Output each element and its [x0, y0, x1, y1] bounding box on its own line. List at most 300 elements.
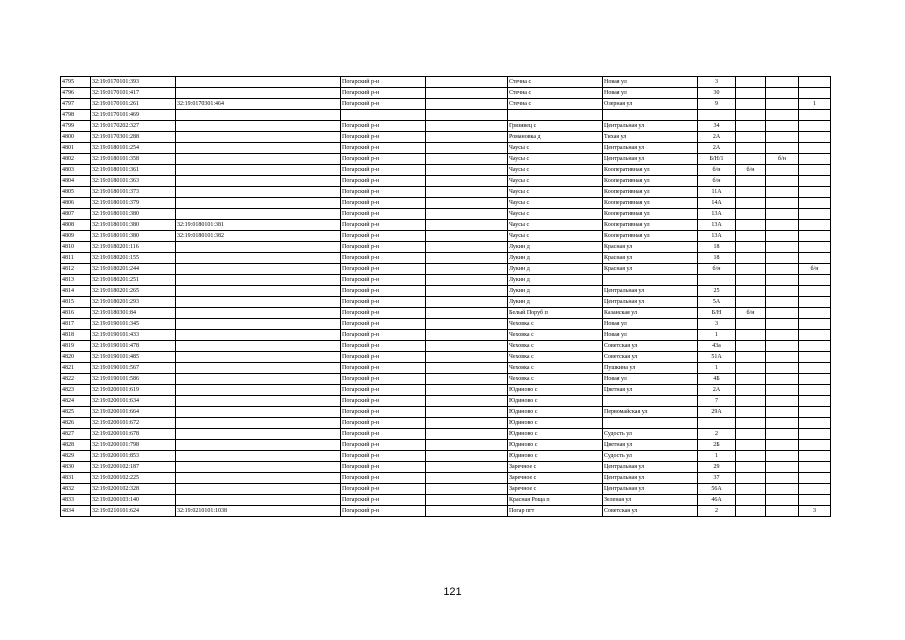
street-cell: Центральная ул: [603, 121, 698, 132]
locality-cell: Лукин д: [508, 264, 603, 275]
house-cell: 29А: [698, 407, 736, 418]
extra-1-cell: б/н: [736, 308, 766, 319]
parent-cadastral-number-cell: [176, 418, 341, 429]
column-e-cell: [426, 110, 508, 121]
house-cell: 14А: [698, 198, 736, 209]
district-cell: Погарский р-н: [341, 352, 426, 363]
district-cell: Погарский р-н: [341, 363, 426, 374]
parent-cadastral-number-cell: [176, 242, 341, 253]
column-e-cell: [426, 77, 508, 88]
locality-cell: Юдиново с: [508, 429, 603, 440]
extra-3-cell: [799, 440, 831, 451]
street-cell: Цветная ул: [603, 385, 698, 396]
extra-1-cell: [736, 143, 766, 154]
extra-3-cell: [799, 187, 831, 198]
extra-3-cell: [799, 110, 831, 121]
street-cell: Новая ул: [603, 319, 698, 330]
district-cell: Погарский р-н: [341, 319, 426, 330]
extra-1-cell: [736, 451, 766, 462]
street-cell: Новая ул: [603, 77, 698, 88]
extra-3-cell: [799, 308, 831, 319]
district-cell: Погарский р-н: [341, 132, 426, 143]
district-cell: Погарский р-н: [341, 462, 426, 473]
row-number-cell: 4814: [61, 286, 91, 297]
extra-3-cell: 3: [799, 506, 831, 517]
cadastral-number-cell: 32:19:0190101:478: [91, 341, 176, 352]
column-e-cell: [426, 198, 508, 209]
parent-cadastral-number-cell: [176, 473, 341, 484]
table-row: [61, 165, 831, 176]
house-cell: 3: [698, 77, 736, 88]
extra-1-cell: [736, 484, 766, 495]
locality-cell: Лукин д: [508, 297, 603, 308]
cadastral-number-cell: 32:19:0190101:345: [91, 319, 176, 330]
district-cell: Погарский р-н: [341, 341, 426, 352]
extra-1-cell: [736, 154, 766, 165]
extra-1-cell: [736, 121, 766, 132]
extra-3-cell: [799, 231, 831, 242]
column-e-cell: [426, 495, 508, 506]
house-cell: 3: [698, 319, 736, 330]
parent-cadastral-number-cell: [176, 374, 341, 385]
district-cell: Погарский р-н: [341, 77, 426, 88]
extra-2-cell: [766, 462, 799, 473]
column-e-cell: [426, 308, 508, 319]
extra-3-cell: [799, 121, 831, 132]
extra-2-cell: [766, 275, 799, 286]
cadastral-number-cell: 32:19:0190101:485: [91, 352, 176, 363]
house-cell: б/н: [698, 264, 736, 275]
house-cell: [698, 275, 736, 286]
district-cell: [341, 110, 426, 121]
column-e-cell: [426, 484, 508, 495]
locality-cell: Чеховка с: [508, 352, 603, 363]
table-row: [61, 231, 831, 242]
extra-2-cell: [766, 440, 799, 451]
house-cell: б/н: [698, 176, 736, 187]
district-cell: Погарский р-н: [341, 495, 426, 506]
locality-cell: Белый Поруб п: [508, 308, 603, 319]
cadastral-number-cell: 32:19:0190101:433: [91, 330, 176, 341]
cadastral-number-cell: 32:19:0180101:379: [91, 198, 176, 209]
parent-cadastral-number-cell: [176, 143, 341, 154]
row-number-cell: 4813: [61, 275, 91, 286]
column-e-cell: [426, 363, 508, 374]
extra-1-cell: [736, 99, 766, 110]
house-cell: б/н: [698, 165, 736, 176]
extra-1-cell: [736, 242, 766, 253]
locality-cell: Чаусы с: [508, 209, 603, 220]
house-cell: 18: [698, 253, 736, 264]
column-e-cell: [426, 462, 508, 473]
extra-2-cell: [766, 341, 799, 352]
street-cell: [603, 396, 698, 407]
house-cell: 13А: [698, 231, 736, 242]
row-number-cell: 4809: [61, 231, 91, 242]
locality-cell: Чеховка с: [508, 363, 603, 374]
row-number-cell: 4829: [61, 451, 91, 462]
cadastral-number-cell: 32:19:0170202:327: [91, 121, 176, 132]
column-e-cell: [426, 319, 508, 330]
house-cell: 56А: [698, 484, 736, 495]
row-number-cell: 4796: [61, 88, 91, 99]
house-cell: 30: [698, 88, 736, 99]
table-row: [61, 154, 831, 165]
cadastral-number-cell: 32:19:0170101:469: [91, 110, 176, 121]
extra-2-cell: [766, 374, 799, 385]
street-cell: Первомайская ул: [603, 407, 698, 418]
extra-1-cell: [736, 495, 766, 506]
parent-cadastral-number-cell: [176, 462, 341, 473]
extra-2-cell: [766, 165, 799, 176]
house-cell: 25: [698, 286, 736, 297]
extra-1-cell: [736, 418, 766, 429]
extra-3-cell: [799, 143, 831, 154]
extra-3-cell: [799, 154, 831, 165]
extra-3-cell: [799, 341, 831, 352]
extra-1-cell: [736, 110, 766, 121]
table-row: [61, 495, 831, 506]
table-row: [61, 253, 831, 264]
extra-3-cell: [799, 451, 831, 462]
row-number-cell: 4823: [61, 385, 91, 396]
district-cell: Погарский р-н: [341, 451, 426, 462]
parent-cadastral-number-cell: [176, 341, 341, 352]
extra-2-cell: [766, 231, 799, 242]
locality-cell: Чаусы с: [508, 198, 603, 209]
parent-cadastral-number-cell: [176, 363, 341, 374]
extra-1-cell: [736, 506, 766, 517]
extra-3-cell: [799, 396, 831, 407]
street-cell: Зеленая ул: [603, 495, 698, 506]
extra-2-cell: [766, 220, 799, 231]
locality-cell: Чеховка с: [508, 374, 603, 385]
parent-cadastral-number-cell: [176, 132, 341, 143]
extra-3-cell: [799, 220, 831, 231]
house-cell: 2А: [698, 132, 736, 143]
cadastral-number-cell: 32:19:0190101:586: [91, 374, 176, 385]
extra-2-cell: [766, 308, 799, 319]
extra-1-cell: [736, 462, 766, 473]
table-row: [61, 99, 831, 110]
district-cell: Погарский р-н: [341, 286, 426, 297]
column-e-cell: [426, 231, 508, 242]
cadastral-number-cell: 32:19:0200101:619: [91, 385, 176, 396]
house-cell: Б/Н/1: [698, 154, 736, 165]
locality-cell: Грязивец с: [508, 121, 603, 132]
street-cell: Кооперативная ул: [603, 176, 698, 187]
row-number-cell: 4825: [61, 407, 91, 418]
parent-cadastral-number-cell: [176, 385, 341, 396]
parent-cadastral-number-cell: [176, 396, 341, 407]
parent-cadastral-number-cell: [176, 440, 341, 451]
parent-cadastral-number-cell: 32:19:0180101:381: [176, 220, 341, 231]
column-e-cell: [426, 374, 508, 385]
row-number-cell: 4826: [61, 418, 91, 429]
locality-cell: Юдиново с: [508, 407, 603, 418]
extra-3-cell: [799, 429, 831, 440]
house-cell: Б/Н: [698, 308, 736, 319]
locality-cell: Чаусы с: [508, 220, 603, 231]
parent-cadastral-number-cell: [176, 165, 341, 176]
table-row: [61, 385, 831, 396]
table-row: [61, 352, 831, 363]
street-cell: Новая ул: [603, 330, 698, 341]
extra-1-cell: [736, 187, 766, 198]
table-row: [61, 198, 831, 209]
extra-3-cell: [799, 275, 831, 286]
cadastral-number-cell: 32:19:0200101:672: [91, 418, 176, 429]
cadastral-number-cell: 32:19:0180101:380: [91, 231, 176, 242]
row-number-cell: 4812: [61, 264, 91, 275]
district-cell: Погарский р-н: [341, 330, 426, 341]
extra-1-cell: [736, 440, 766, 451]
house-cell: 7: [698, 396, 736, 407]
table-row: [61, 264, 831, 275]
column-e-cell: [426, 187, 508, 198]
column-e-cell: [426, 154, 508, 165]
street-cell: Новая ул: [603, 374, 698, 385]
table-row: [61, 418, 831, 429]
extra-1-cell: [736, 396, 766, 407]
cadastral-number-cell: 32:19:0190101:567: [91, 363, 176, 374]
table-row: [61, 484, 831, 495]
row-number-cell: 4807: [61, 209, 91, 220]
table-row: [61, 275, 831, 286]
extra-3-cell: [799, 363, 831, 374]
table-row: [61, 506, 831, 517]
locality-cell: Лукин д: [508, 253, 603, 264]
cadastral-number-cell: 32:19:0180101:358: [91, 154, 176, 165]
extra-3-cell: [799, 473, 831, 484]
locality-cell: Чеховка с: [508, 330, 603, 341]
extra-2-cell: [766, 286, 799, 297]
cadastral-number-cell: 32:19:0170101:393: [91, 77, 176, 88]
cadastral-number-cell: 32:19:0200101:678: [91, 429, 176, 440]
page-number: 121: [443, 586, 462, 598]
street-cell: Центральная ул: [603, 154, 698, 165]
locality-cell: Чеховка с: [508, 341, 603, 352]
locality-cell: Заречное с: [508, 484, 603, 495]
extra-3-cell: [799, 462, 831, 473]
extra-3-cell: [799, 253, 831, 264]
extra-1-cell: б/н: [736, 165, 766, 176]
parent-cadastral-number-cell: [176, 429, 341, 440]
extra-3-cell: [799, 176, 831, 187]
extra-3-cell: [799, 418, 831, 429]
cadastral-number-cell: 32:19:0180101:380: [91, 220, 176, 231]
column-e-cell: [426, 165, 508, 176]
cadastral-number-cell: 32:19:0200101:634: [91, 396, 176, 407]
house-cell: 11А: [698, 187, 736, 198]
table-row: [61, 242, 831, 253]
extra-1-cell: [736, 220, 766, 231]
extra-2-cell: [766, 385, 799, 396]
cadastral-number-cell: 32:19:0200102:328: [91, 484, 176, 495]
parent-cadastral-number-cell: [176, 407, 341, 418]
extra-2-cell: [766, 77, 799, 88]
cadastral-number-cell: 32:19:0180101:380: [91, 209, 176, 220]
locality-cell: Юдиново с: [508, 440, 603, 451]
table-row: [61, 77, 831, 88]
extra-2-cell: [766, 506, 799, 517]
district-cell: Погарский р-н: [341, 99, 426, 110]
column-e-cell: [426, 297, 508, 308]
extra-1-cell: [736, 286, 766, 297]
table-row: [61, 220, 831, 231]
column-e-cell: [426, 341, 508, 352]
locality-cell: Заречное с: [508, 462, 603, 473]
table-row: [61, 132, 831, 143]
extra-2-cell: [766, 143, 799, 154]
extra-1-cell: [736, 264, 766, 275]
extra-2-cell: [766, 484, 799, 495]
table-row: [61, 396, 831, 407]
row-number-cell: 4810: [61, 242, 91, 253]
house-cell: [698, 110, 736, 121]
table-row: [61, 451, 831, 462]
extra-1-cell: [736, 77, 766, 88]
table-row: [61, 187, 831, 198]
house-cell: 2Б: [698, 440, 736, 451]
table-row: [61, 286, 831, 297]
locality-cell: Лукин д: [508, 286, 603, 297]
street-cell: Советская ул: [603, 506, 698, 517]
table-row: [61, 297, 831, 308]
district-cell: Погарский р-н: [341, 396, 426, 407]
column-e-cell: [426, 330, 508, 341]
extra-1-cell: [736, 407, 766, 418]
house-cell: 9: [698, 99, 736, 110]
street-cell: Центральная ул: [603, 297, 698, 308]
locality-cell: Чаусы с: [508, 143, 603, 154]
street-cell: Центральная ул: [603, 143, 698, 154]
column-e-cell: [426, 275, 508, 286]
row-number-cell: 4819: [61, 341, 91, 352]
cadastral-number-cell: 32:19:0200101:853: [91, 451, 176, 462]
extra-2-cell: [766, 187, 799, 198]
parent-cadastral-number-cell: [176, 275, 341, 286]
house-cell: 51А: [698, 352, 736, 363]
locality-cell: Заречное с: [508, 473, 603, 484]
street-cell: Кооперативная ул: [603, 198, 698, 209]
locality-cell: Чаусы с: [508, 176, 603, 187]
extra-1-cell: [736, 374, 766, 385]
extra-1-cell: [736, 132, 766, 143]
street-cell: [603, 110, 698, 121]
extra-2-cell: [766, 297, 799, 308]
row-number-cell: 4831: [61, 473, 91, 484]
locality-cell: [508, 110, 603, 121]
district-cell: Погарский р-н: [341, 187, 426, 198]
column-e-cell: [426, 506, 508, 517]
extra-3-cell: [799, 77, 831, 88]
extra-1-cell: [736, 198, 766, 209]
cadastral-number-cell: 32:19:0170101:261: [91, 99, 176, 110]
table-row: [61, 110, 831, 121]
extra-3-cell: [799, 242, 831, 253]
cadastral-number-cell: 32:19:0200103:140: [91, 495, 176, 506]
extra-2-cell: [766, 242, 799, 253]
house-cell: 1: [698, 363, 736, 374]
row-number-cell: 4811: [61, 253, 91, 264]
extra-2-cell: [766, 99, 799, 110]
parent-cadastral-number-cell: 32:19:0170301:464: [176, 99, 341, 110]
row-number-cell: 4833: [61, 495, 91, 506]
extra-3-cell: [799, 165, 831, 176]
parent-cadastral-number-cell: [176, 121, 341, 132]
extra-2-cell: [766, 176, 799, 187]
locality-cell: Стечна с: [508, 99, 603, 110]
street-cell: Тихая ул: [603, 132, 698, 143]
extra-1-cell: [736, 352, 766, 363]
records-table: [60, 76, 831, 517]
row-number-cell: 4797: [61, 99, 91, 110]
house-cell: 2: [698, 429, 736, 440]
table-row: [61, 330, 831, 341]
extra-3-cell: [799, 198, 831, 209]
parent-cadastral-number-cell: [176, 352, 341, 363]
cadastral-number-cell: 32:19:0180201:155: [91, 253, 176, 264]
table-row: [61, 440, 831, 451]
locality-cell: Юдиново с: [508, 418, 603, 429]
row-number-cell: 4802: [61, 154, 91, 165]
street-cell: Кооперативная ул: [603, 220, 698, 231]
row-number-cell: 4806: [61, 198, 91, 209]
district-cell: Погарский р-н: [341, 176, 426, 187]
cadastral-number-cell: 32:19:0180201:265: [91, 286, 176, 297]
street-cell: Кооперативная ул: [603, 165, 698, 176]
row-number-cell: 4834: [61, 506, 91, 517]
parent-cadastral-number-cell: [176, 330, 341, 341]
locality-cell: Романовка д: [508, 132, 603, 143]
extra-1-cell: [736, 330, 766, 341]
parent-cadastral-number-cell: [176, 253, 341, 264]
row-number-cell: 4816: [61, 308, 91, 319]
district-cell: Погарский р-н: [341, 484, 426, 495]
extra-3-cell: [799, 319, 831, 330]
row-number-cell: 4800: [61, 132, 91, 143]
extra-2-cell: [766, 319, 799, 330]
row-number-cell: 4821: [61, 363, 91, 374]
extra-2-cell: [766, 110, 799, 121]
district-cell: Погарский р-н: [341, 275, 426, 286]
house-cell: 37: [698, 473, 736, 484]
table-row: [61, 374, 831, 385]
district-cell: Погарский р-н: [341, 418, 426, 429]
district-cell: Погарский р-н: [341, 297, 426, 308]
extra-3-cell: [799, 484, 831, 495]
extra-1-cell: [736, 363, 766, 374]
column-e-cell: [426, 88, 508, 99]
extra-2-cell: [766, 495, 799, 506]
table-row: [61, 473, 831, 484]
column-e-cell: [426, 418, 508, 429]
district-cell: Погарский р-н: [341, 308, 426, 319]
street-cell: Озерная ул: [603, 99, 698, 110]
row-number-cell: 4795: [61, 77, 91, 88]
extra-2-cell: [766, 88, 799, 99]
house-cell: 4Б: [698, 374, 736, 385]
street-cell: Цветная ул: [603, 440, 698, 451]
street-cell: Советская ул: [603, 341, 698, 352]
cadastral-number-cell: 32:19:0180201:293: [91, 297, 176, 308]
extra-2-cell: [766, 396, 799, 407]
row-number-cell: 4803: [61, 165, 91, 176]
cadastral-number-cell: 32:19:0180201:251: [91, 275, 176, 286]
cadastral-number-cell: 32:19:0180101:361: [91, 165, 176, 176]
district-cell: Погарский р-н: [341, 121, 426, 132]
